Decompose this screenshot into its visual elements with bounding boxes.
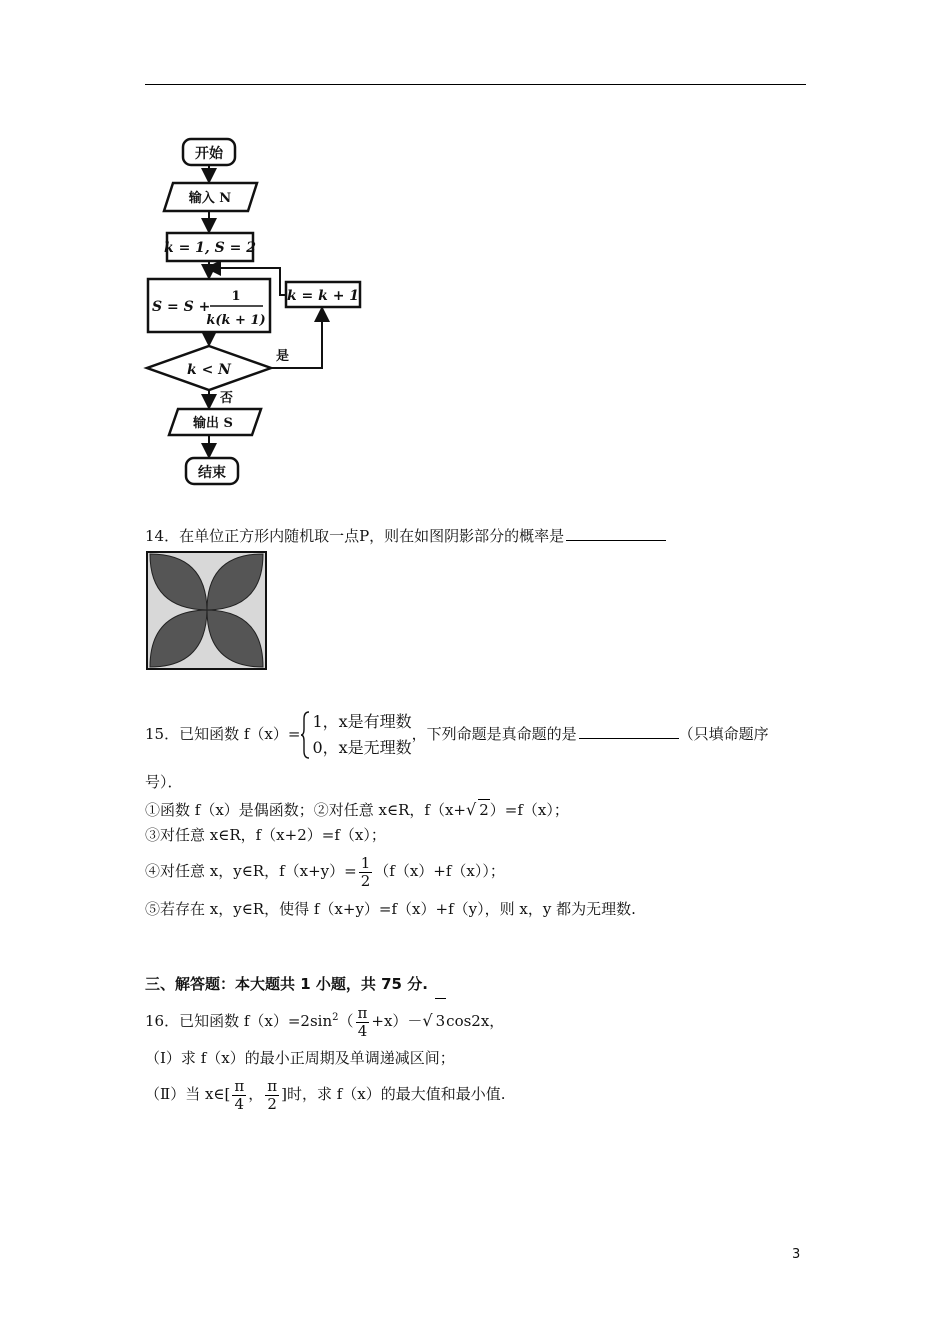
q15-prefix: 15．已知函数 f（x）= xyxy=(145,725,301,743)
q16-part2-frac2 xyxy=(265,1078,279,1113)
page-number: 3 xyxy=(792,1247,801,1262)
q16-line: 16．已知函数 $f(x)=2\sin^2$（ $\frac{\pi}{4}$ +x）－√ 3cos2x， xyxy=(145,996,504,1043)
q15-item4-a: ④对任意 x，y∈R，f（x+y）= xyxy=(145,862,357,880)
case-irrational: 0，x是无理数 xyxy=(312,738,412,757)
q16-radicand: 3 xyxy=(435,998,447,1043)
q15-item4 xyxy=(145,851,505,891)
input-label: 输入 N xyxy=(188,191,232,206)
piecewise-definition xyxy=(300,709,411,761)
start-label: 开始 xyxy=(195,146,223,162)
q14-text: 14．在单位正方形内随机取一点P，则在如图阴影部分的概率是 xyxy=(145,527,565,545)
q16-c: +x）－ xyxy=(371,1012,423,1030)
q16-p2-sep: ， xyxy=(248,1085,264,1103)
q16-part2 xyxy=(145,1072,506,1116)
update-numerator: 1 xyxy=(231,289,241,304)
q15-item1-a: ①函数 f（x）是偶函数；②对任意 x∈R，f（x+ xyxy=(145,801,466,819)
case-rational: 1，x是有理数 xyxy=(312,712,412,731)
q16-num: π xyxy=(357,1003,368,1022)
update-prefix-label: S = S + xyxy=(152,299,211,315)
q15-answer-blank xyxy=(579,724,679,739)
q14-line xyxy=(145,526,666,546)
q15-item1-b: ）=f（x）； xyxy=(489,801,569,819)
end-label: 结束 xyxy=(198,465,226,481)
q15-item4-num: 1 xyxy=(360,853,371,872)
q15-line2: 号）． xyxy=(145,773,183,791)
q15-item3: ③对任意 x∈R，f（x+2）=f（x）； xyxy=(145,826,386,844)
q15-item1: ①函数 f（x）是偶函数；②对任意 x∈R，f（x+√ 2）=f（x）； xyxy=(145,800,569,819)
q15-suffix: ，下列命题是真命题的是 xyxy=(411,725,577,743)
increment-label: k = k + 1 xyxy=(286,288,360,304)
no-label: 否 xyxy=(220,391,234,406)
q15-tail: （只填命题序 xyxy=(678,725,769,743)
brace-icon xyxy=(300,711,310,759)
q16-p2-den2: 2 xyxy=(267,1094,277,1113)
q15-item4-fraction xyxy=(359,855,373,890)
q15-item4-den: 2 xyxy=(360,871,371,890)
update-denominator: k(k + 1) xyxy=(206,313,266,328)
q16-part1: （Ⅰ）求 f（x）的最小正周期及单调递减区间； xyxy=(145,1049,455,1067)
q16-a: 16．已知函数 f（x）=2sin xyxy=(145,1012,333,1030)
q15-line xyxy=(145,707,769,761)
q16-p2-den1: 4 xyxy=(234,1094,245,1113)
q16-part2-a: （Ⅱ）当 x∈[ xyxy=(145,1085,231,1103)
q16-sup: 2 xyxy=(332,1012,339,1023)
q15-item1-radicand: 2 xyxy=(479,801,489,819)
q16-part2-b: ]时，求 f（x）的最大值和最小值. xyxy=(281,1085,506,1103)
q16-p2-num1: π xyxy=(234,1076,245,1095)
q15-item5: ⑤若存在 x，y∈R，使得 f（x+y）=f（x）+f（y），则 x，y 都为无理数. xyxy=(145,900,636,918)
header-rule xyxy=(145,84,806,85)
q16-den: 4 xyxy=(357,1021,368,1040)
q16-b: （ xyxy=(338,1012,354,1030)
init-label: k = 1, S = 2 xyxy=(164,240,256,256)
output-label: 输出 S xyxy=(193,416,233,431)
q16-fraction xyxy=(356,1005,370,1040)
q16-part2-frac1 xyxy=(232,1078,246,1113)
section3-heading: 三、解答题：本大题共 1 小题，共 75 分. xyxy=(145,975,428,993)
condition-label: k < N xyxy=(187,362,231,378)
q14-answer-blank xyxy=(566,526,666,541)
shaded-square-figure xyxy=(146,551,268,671)
flowchart xyxy=(140,130,380,490)
q16-d: cos2x， xyxy=(446,1012,505,1030)
q15-item4-b: （f（x）+f（x））； xyxy=(374,862,505,880)
q16-p2-num2: π xyxy=(267,1076,278,1095)
yes-label: 是 xyxy=(276,349,290,364)
